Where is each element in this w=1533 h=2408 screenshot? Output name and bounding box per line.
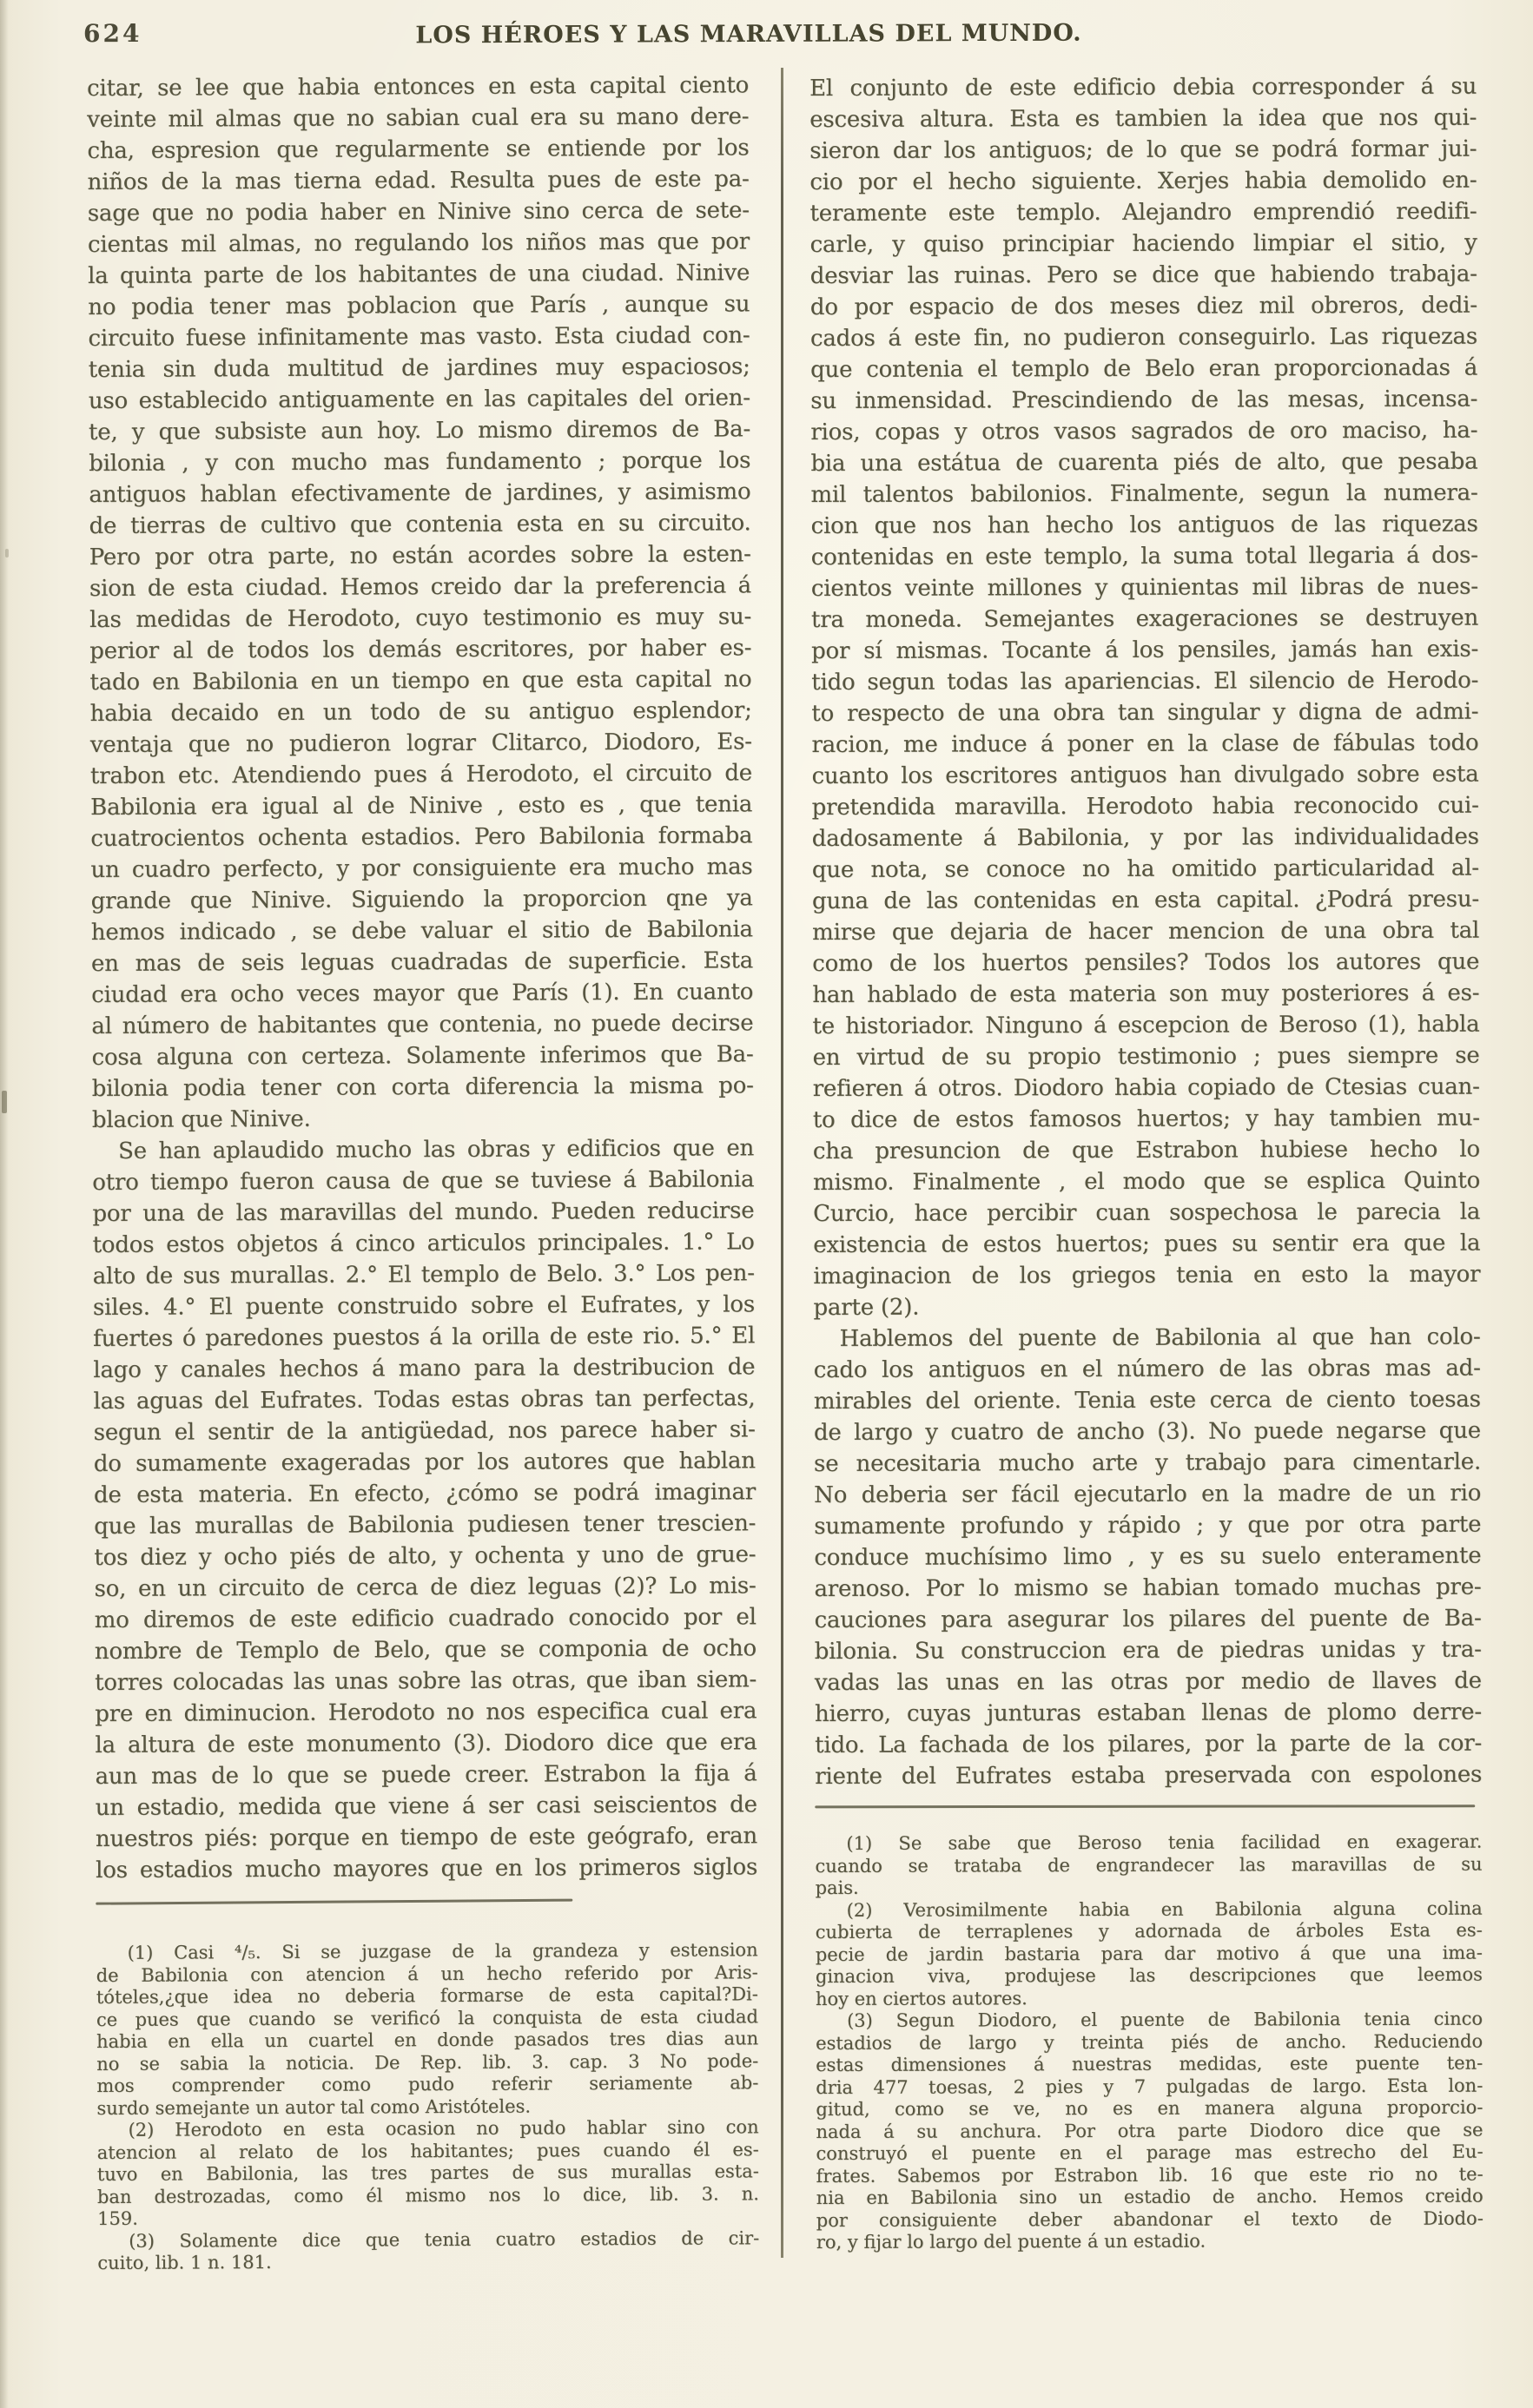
text-line: las aguas del Eufrates. Todas estas obras tan perfectas,: [93, 1385, 756, 1415]
text-line: frates. Sabemos por Estrabon lib. 16 que este rio no te-: [816, 2163, 1483, 2187]
text-line: cha presuncion de que Estrabon hubiese hecho lo: [812, 1136, 1480, 1164]
text-line: de esta materia. En efecto, ¿cómo se podrá imaginar: [93, 1479, 757, 1508]
text-line: Pero por otra parte, no están acordes sobre la esten-: [89, 541, 751, 571]
text-line: (2) Verosimilmente habia en Babilonia alguna colina: [846, 1897, 1483, 1921]
text-line: de Babilonia con atencion á un hecho referido por Aris-: [96, 1961, 758, 1986]
left-column-footnotes: [96, 1939, 760, 2274]
text-line: cados á este fin, no pudieron conseguirlo. Las riquezas: [809, 323, 1478, 352]
text-line: ban destrozadas, como él mismo nos lo dice, lib. 3. n.: [96, 2182, 760, 2207]
text-line: citar, se lee que habia entonces en esta capital ciento: [87, 72, 750, 102]
text-line: bilonia. Su construccion era de piedras unidas y tra-: [814, 1636, 1482, 1665]
text-line: cio por el hecho siguiente. Xerjes habia demolido en-: [809, 167, 1477, 195]
text-line: cion que nos han hecho los antiguos de las riquezas: [810, 511, 1478, 539]
text-line: Curcio, hace percibir cuan sospechosa le parecia la: [813, 1198, 1481, 1227]
text-line: la quinta parte de los habitantes de una ciudad. Ninive: [88, 260, 750, 289]
text-line: ce pues que cuando se verificó la conquista de esta ciudad: [96, 2005, 759, 2030]
text-line: estadios de largo y treinta piés de ancho. Reduciendo: [816, 2030, 1483, 2054]
text-line: sage que no podia haber en Ninive sino cerca de sete-: [87, 197, 750, 227]
text-line: de tierras de cultivo que contenia esta en su circuito.: [89, 510, 751, 539]
text-line: mos comprender como pudo referir seriamente ab-: [96, 2072, 759, 2096]
text-line: desviar las ruinas. Pero se dice que habiendo trabaja-: [809, 261, 1477, 289]
text-line: vadas las unas en las otras por medio de llaves de: [814, 1667, 1482, 1696]
text-line: cauciones para asegurar los pilares del puente de Ba-: [814, 1605, 1482, 1633]
text-line: no podia tener mas poblacion que París , aunque su: [88, 291, 750, 320]
text-line: habia en ella un cuartel en donde pasados tres dias aun: [96, 2028, 759, 2052]
text-line: teramente este templo. Alejandro emprendió reedifi-: [809, 198, 1477, 227]
text-line: tado en Babilonia en un tiempo en que esta capital no: [89, 666, 752, 696]
text-line: do sumamente exageradas por los autores que hablan: [93, 1448, 756, 1477]
text-line: por consiguiente deber abandonar el texto de Diodo-: [816, 2207, 1483, 2231]
left-column-body-text: [87, 69, 757, 1886]
text-line: uso establecido antiguamente en las capitales del orien-: [88, 385, 750, 414]
text-line: No deberia ser fácil ejecutarlo en la madre de un rio: [814, 1480, 1482, 1508]
paragraph: [809, 71, 1481, 1323]
text-line: ro, y fijar lo largo del puente á un estadio.: [816, 2230, 1206, 2253]
paragraph: [87, 69, 754, 1136]
text-line: existencia de estos huertos; pues su sentir era que la: [813, 1230, 1481, 1258]
text-line: so, en un circuito de cerca de diez leguas (2)? Lo mis-: [94, 1573, 757, 1602]
text-line: ventaja que no pudieron lograr Clitarco, Diodoro, Es-: [89, 729, 752, 758]
text-line: Babilonia era igual al de Ninive , esto es , que tenia: [90, 791, 753, 821]
text-line: cuatrocientos ochenta estadios. Pero Babilonia formaba: [90, 822, 753, 852]
text-line: cado los antiguos en el número de las obras mas ad-: [813, 1355, 1481, 1383]
text-line: por una de las maravillas del mundo. Pueden reducirse: [92, 1197, 755, 1227]
paragraph: [96, 1939, 759, 2120]
text-line: tóteles,¿que idea no deberia formarse de esta capital?Di-: [96, 1983, 758, 2008]
text-line: tos diez y ocho piés de alto, y ochenta y uno de grue-: [94, 1541, 757, 1571]
text-line: otro tiempo fueron causa de que se tuviese á Babilonia: [92, 1166, 755, 1196]
text-line: dria 477 toesas, 2 pies y 7 pulgadas de largo. Esta lon-: [816, 2075, 1483, 2098]
paragraph: [92, 1132, 757, 1886]
text-line: trabon etc. Atendiendo pues á Herodoto, el circuito de: [89, 760, 753, 789]
text-line: tido segun todas las apariencias. El silencio de Herodo-: [811, 667, 1479, 696]
right-column: [809, 71, 1483, 2254]
text-line: cubierta de terraplenes y adornada de árboles Esta es-: [815, 1919, 1483, 1943]
text-line: las medidas de Herodoto, cuyo testimonio es muy su-: [89, 604, 752, 633]
text-line: sion de esta ciudad. Hemos creido dar la preferencia á: [89, 572, 751, 602]
text-line: bia una estátua de cuarenta piés de alto, que pesaba: [810, 448, 1478, 477]
text-line: do por espacio de dos meses diez mil obreros, dedi-: [809, 292, 1477, 320]
text-line: atencion al relato de los habitantes; pues cuando él es-: [96, 2138, 759, 2163]
text-line: to respecto de una obra tan singular y digna de admi-: [811, 698, 1479, 727]
text-line: mil talentos babilonios. Finalmente, segun la numera-: [810, 479, 1478, 508]
text-line: cosa alguna con certeza. Solamente inferimos que Ba-: [91, 1041, 754, 1071]
text-line: siles. 4.° El puente construido sobre el Eufrates, y los: [92, 1291, 756, 1321]
text-line: antiguos hablan efectivamente de jardines, y asimismo: [89, 478, 751, 508]
paragraph: [97, 2227, 759, 2275]
text-line: alto de sus murallas. 2.° El templo de Belo. 3.° Los pen-: [92, 1260, 755, 1290]
text-line: escesiva altura. Esta es tambien la idea que nos qui-: [809, 104, 1477, 133]
text-line: de largo y cuatro de ancho (3). No puede negarse que: [813, 1417, 1481, 1446]
text-line: (3) Segun Diodoro, el puente de Babilonia tenia cinco: [847, 2008, 1483, 2031]
text-line: cha, espresion que regularmente se entiende por los: [87, 135, 750, 164]
text-line: los estadios mucho mayores que en los primeros siglos: [96, 1854, 758, 1884]
text-line: se necesitaria mucho arte y trabajo para cimentarle.: [813, 1448, 1482, 1477]
right-column-footnotes: [815, 1831, 1483, 2254]
text-line: cuanto los escritores antiguos han divulgado sobre esta: [811, 761, 1479, 789]
text-line: tido. La fachada de los pilares, por la parte de la cor-: [815, 1730, 1483, 1758]
text-line: carle, y quiso principiar haciendo limpiar el sitio, y: [809, 229, 1477, 258]
paragraph: [97, 2116, 760, 2230]
text-line: bilonia podia tener con corta diferencia la misma po-: [91, 1072, 754, 1102]
text-line: construyó el puente en el parage mas estrecho del Eu-: [816, 2141, 1483, 2164]
text-line: dadosamente á Babilonia, y por las individualidades: [811, 823, 1479, 852]
text-line: Se han aplaudido mucho las obras y edificios que en: [117, 1135, 755, 1164]
text-line: circuito fuese infinitamente mas vasto. Esta ciudad con-: [88, 322, 750, 352]
text-line: hoy en ciertos autores.: [815, 1987, 1028, 2009]
text-line: estas dimensiones á nuestras medidas, este puente ten-: [816, 2052, 1483, 2075]
text-line: sumamente profundo y rápido ; y que por otra parte: [814, 1511, 1482, 1540]
text-line: todos estos objetos á cinco articulos principales. 1.° Lo: [92, 1229, 755, 1258]
text-line: torres colocadas las unas sobre las otras, que iban siem-: [94, 1666, 757, 1696]
footnote-separator: [815, 1804, 1475, 1808]
paragraph: [816, 1897, 1483, 2010]
page-title: LOS HÉROES Y LAS MARAVILLAS DEL MUNDO.: [415, 19, 1082, 49]
text-line: niños de la mas tierna edad. Resulta pues de este pa-: [87, 166, 750, 195]
text-line: tra moneda. Semejantes exageraciones se destruyen: [810, 604, 1479, 633]
text-line: no se sabia la noticia. De Rep. lib. 3. cap. 3 No pode-: [96, 2049, 759, 2075]
text-line: (1) Se sabe que Beroso tenia facilidad en exagerar.: [846, 1831, 1483, 1854]
text-line: te historiador. Ninguno á escepcion de Beroso (1), habla: [812, 1011, 1480, 1039]
text-line: han hablado de esta materia son muy posteriores á es-: [812, 980, 1480, 1008]
text-line: parte (2).: [813, 1294, 920, 1321]
text-line: Hablemos del puente de Babilonia al que han colo-: [839, 1323, 1481, 1352]
scan-blemish: [5, 549, 9, 557]
text-line: sieron dar los antiguos; de lo que se podrá formar jui-: [809, 135, 1477, 164]
left-column: [87, 69, 759, 2274]
text-line: nuestros piés: porque en tiempo de este geógrafo, eran: [95, 1823, 758, 1852]
text-line: al número de habitantes que contenia, no puede decirse: [91, 1010, 754, 1039]
text-line: hierro, cuyas junturas estaban llenas de plomo derre-: [814, 1699, 1482, 1727]
text-line: (2) Herodoto en esta ocasion no pudo hablar sino con: [128, 2116, 759, 2141]
text-line: grande que Ninive. Siguiendo la proporcion qne ya: [90, 885, 753, 914]
paragraph: [815, 1831, 1482, 1900]
column-divider: [781, 68, 783, 2258]
text-line: mo diremos de este edificio cuadrado conocido por el: [94, 1604, 757, 1633]
text-line: fuertes ó paredones puestos á la orilla de este rio. 5.° El: [93, 1323, 756, 1352]
text-line: la altura de este monumento (3). Diodoro dice que era: [95, 1729, 757, 1758]
text-line: perior al de todos los demás escritores, por haber es-: [89, 635, 752, 664]
text-line: que contenia el templo de Belo eran proporcionadas á: [810, 354, 1478, 383]
text-line: (1) Casi ⁴/₅. Si se juzgase de la grandeza y estension: [127, 1939, 758, 1963]
text-line: veinte mil almas que no sabian cual era su mano dere-: [87, 103, 750, 133]
text-line: tuvo en Babilonia, las tres partes de sus murallas esta-: [96, 2161, 759, 2185]
text-line: habia decaido en un todo de su antiguo esplendor;: [89, 697, 752, 727]
text-line: ginacion viva, produjese las descripciones que leemos: [815, 1963, 1483, 1987]
text-line: pecie de jardin bastaria para dar motivo á que una ima-: [815, 1942, 1483, 1965]
text-line: cientos veinte millones y quinientas mil libras de nues-: [810, 573, 1478, 602]
text-line: lago y canales hechos á mano para la destribucion de: [93, 1354, 756, 1383]
text-line: por sí mismas. Tocante á los pensiles, jamás han exis-: [811, 636, 1479, 664]
scan-blemish: [2, 1091, 7, 1113]
text-line: rios, copas y otros vasos sagrados de oro maciso, ha-: [810, 417, 1478, 445]
page-number: 624: [83, 19, 142, 48]
text-line: un cuadro perfecto, y por consiguiente era mucho mas: [90, 854, 753, 883]
text-line: 159.: [97, 2207, 138, 2229]
text-line: cuando se trataba de engrandecer las maravillas de su: [815, 1853, 1483, 1877]
text-line: gitud, como se ve, no es en manera alguna proporcio-: [816, 2096, 1483, 2120]
right-column-body-text: [809, 71, 1482, 1792]
text-line: racion, me induce á poner en la clase de fábulas todo: [811, 729, 1479, 758]
text-line: mirse que dejaria de hacer mencion de una obra tal: [812, 917, 1480, 946]
text-line: to dice de estos famosos huertos; y hay tambien mu-: [812, 1105, 1480, 1133]
text-line: nia en Babilonia sino un estadio de ancho. Hemos creido: [816, 2185, 1483, 2208]
text-line: te, y que subsiste aun hoy. Lo mismo diremos de Ba-: [88, 416, 751, 445]
text-line: ciudad era ocho veces mayor que París (1). En cuanto: [91, 979, 754, 1008]
text-line: como de los huertos pensiles? Todos los autores que: [812, 948, 1480, 977]
text-line: mirables del oriente. Tenia este cerca de ciento toesas: [813, 1386, 1481, 1415]
paragraph: [814, 1322, 1483, 1792]
text-line: su inmensidad. Prescindiendo de las mesas, incensa-: [810, 386, 1478, 414]
text-line: que nota, se conoce no ha omitido particularidad al-: [811, 854, 1479, 883]
text-line: imaginacion de los griegos tenia en esto la mayor: [813, 1261, 1481, 1290]
paragraph: [816, 2009, 1483, 2254]
text-line: nada á su anchura. Por otra parte Diodoro dice que se: [816, 2119, 1483, 2142]
text-line: segun el sentir de la antigüedad, nos parece haber si-: [93, 1416, 756, 1446]
text-line: (3) Solamente dice que tenia cuatro estadios de cir-: [129, 2227, 760, 2252]
text-line: en virtud de su propio testimonio ; pues siempre se: [812, 1042, 1480, 1071]
text-line: mismo. Finalmente , el modo que se esplica Quinto: [812, 1167, 1481, 1196]
text-line: pais.: [815, 1877, 859, 1898]
text-line: bilonia , y con mucho mas fundamento ; porque los: [89, 447, 751, 477]
text-line: que las murallas de Babilonia pudiesen tener trescien-: [94, 1510, 757, 1540]
text-line: nombre de Templo de Belo, que se componia de ocho: [94, 1635, 757, 1665]
footnote-separator: [96, 1899, 572, 1905]
text-line: pre en diminucion. Herodoto no nos especifica cual era: [95, 1698, 757, 1727]
text-line: surdo semejante un autor tal como Aristóteles.: [96, 2095, 532, 2119]
text-line: hemos indicado , se debe valuar el sitio de Babilonia: [90, 916, 753, 946]
text-line: aun mas de lo que se puede creer. Estrabon la fija á: [95, 1760, 757, 1790]
text-line: El conjunto de este edificio debia corresponder á su: [809, 73, 1477, 102]
text-line: en mas de seis leguas cuadradas de superficie. Esta: [90, 947, 754, 977]
text-line: cientas mil almas, no regulando los niños mas que por: [87, 228, 750, 258]
text-line: contenidas en este templo, la suma total llegaria á dos-: [810, 542, 1478, 571]
text-line: cuito, lib. 1 n. 181.: [97, 2251, 272, 2273]
text-line: blacion que Ninive.: [91, 1105, 311, 1133]
text-line: riente del Eufrates estaba preservada con espolones: [815, 1761, 1483, 1790]
text-line: pretendida maravilla. Herodoto habia reconocido cui-: [811, 792, 1479, 821]
text-line: un estadio, medida que viene á ser casi seiscientos de: [95, 1791, 757, 1821]
text-line: guna de las contenidas en esta capital. ¿Podrá presu-: [811, 886, 1480, 914]
text-line: tenia sin duda multitud de jardines muy espaciosos;: [88, 353, 750, 383]
text-line: arenoso. Por lo mismo se habian tomado muchas pre-: [814, 1573, 1482, 1602]
text-line: conduce muchísimo limo , y es su suelo enteramente: [814, 1542, 1482, 1571]
text-line: refieren á otros. Diodoro habia copiado de Ctesias cuan-: [812, 1073, 1480, 1102]
